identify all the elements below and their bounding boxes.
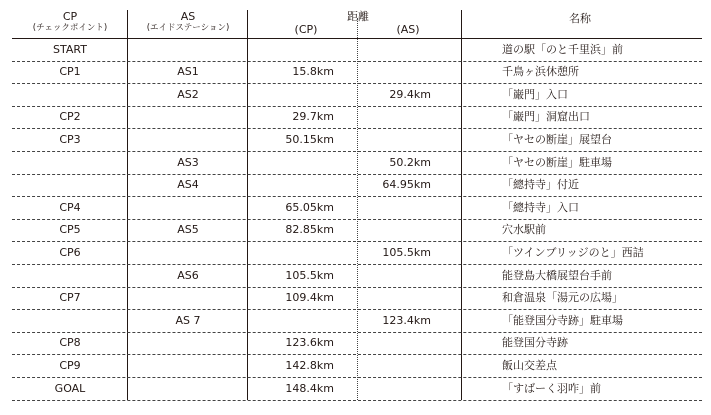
row-divider	[12, 377, 702, 378]
column-divider	[461, 10, 462, 400]
cell-distance-cp: 105.5km	[285, 268, 334, 282]
cell-cp: CP6	[59, 245, 81, 259]
cell-distance-cp: 29.7km	[292, 110, 334, 124]
header-cp: CP	[62, 10, 78, 23]
row-divider	[12, 241, 702, 242]
cell-name: 千鳥ヶ浜休憩所	[502, 65, 579, 79]
cell-distance-cp: 15.8km	[292, 65, 334, 79]
cell-distance-cp: 82.85km	[285, 223, 334, 237]
row-divider	[12, 83, 702, 84]
header-distance-cp: (CP)	[294, 23, 318, 36]
cell-cp: CP7	[59, 291, 81, 305]
cell-name: 「ツインブリッジのと」西詰	[502, 245, 644, 259]
row-divider	[12, 106, 702, 107]
cell-as: AS 7	[175, 313, 201, 327]
row-divider	[12, 219, 702, 220]
cell-distance-as: 50.2km	[389, 155, 431, 169]
header-distance: 距離	[347, 10, 369, 23]
row-divider	[12, 264, 702, 265]
row-divider	[12, 151, 702, 152]
header-cp-sub: (チェックポイント)	[32, 23, 108, 33]
column-divider-dotted	[357, 18, 358, 400]
cell-distance-as: 64.95km	[382, 178, 431, 192]
cell-as: AS1	[177, 65, 199, 79]
row-divider	[12, 128, 702, 129]
cell-name: 穴水駅前	[502, 223, 546, 237]
cell-distance-cp: 123.6km	[285, 336, 334, 350]
header-rule	[12, 38, 702, 39]
header-as-sub: (エイドステーション)	[146, 23, 230, 33]
cell-name: 「總持寺」入口	[502, 200, 579, 214]
cell-distance-cp: 65.05km	[285, 200, 334, 214]
cell-distance-cp: 50.15km	[285, 132, 334, 146]
row-divider	[12, 196, 702, 197]
row-divider	[12, 309, 702, 310]
cell-as: AS5	[177, 223, 199, 237]
cell-distance-as: 29.4km	[389, 87, 431, 101]
cell-as: AS4	[177, 178, 199, 192]
cell-name: 「巌門」入口	[502, 87, 568, 101]
cell-name: 「巌門」洞窟出口	[502, 110, 590, 124]
cell-cp: CP8	[59, 336, 81, 350]
cell-cp: START	[53, 42, 87, 56]
header-name: 名称	[569, 12, 591, 25]
cell-distance-cp: 109.4km	[285, 291, 334, 305]
cell-cp: CP9	[59, 358, 81, 372]
row-divider	[12, 287, 702, 288]
cell-name: 能登島大橋展望台手前	[502, 268, 612, 282]
cell-name: 「すばーく羽咋」前	[502, 381, 601, 395]
cell-name: 「總持寺」付近	[502, 178, 579, 192]
header-distance-as: (AS)	[396, 23, 420, 36]
cell-name: 「ヤセの断崖」駐車場	[502, 155, 612, 169]
row-divider	[12, 61, 702, 62]
cell-name: 能登国分寺跡	[502, 336, 568, 350]
cell-distance-as: 123.4km	[382, 313, 431, 327]
row-divider	[12, 354, 702, 355]
cell-as: AS3	[177, 155, 199, 169]
cell-name: 道の駅「のと千里浜」前	[502, 42, 623, 56]
cell-as: AS2	[177, 87, 199, 101]
cell-cp: CP5	[59, 223, 81, 237]
cell-cp: CP2	[59, 110, 81, 124]
row-divider	[12, 174, 702, 175]
cell-distance-cp: 148.4km	[285, 381, 334, 395]
cell-distance-cp: 142.8km	[285, 358, 334, 372]
cell-cp: CP3	[59, 132, 81, 146]
row-divider	[12, 332, 702, 333]
cell-name: 「能登国分寺跡」駐車場	[502, 313, 623, 327]
cell-cp: GOAL	[54, 381, 86, 395]
cell-name: 飯山交差点	[502, 358, 557, 372]
cell-cp: CP4	[59, 200, 81, 214]
row-divider	[12, 400, 702, 401]
cell-name: 「ヤセの断崖」展望台	[502, 132, 612, 146]
cell-distance-as: 105.5km	[382, 245, 431, 259]
cell-cp: CP1	[59, 65, 81, 79]
cell-as: AS6	[177, 268, 199, 282]
cell-name: 和倉温泉「湯元の広場」	[502, 291, 623, 305]
header-as: AS	[180, 10, 196, 23]
